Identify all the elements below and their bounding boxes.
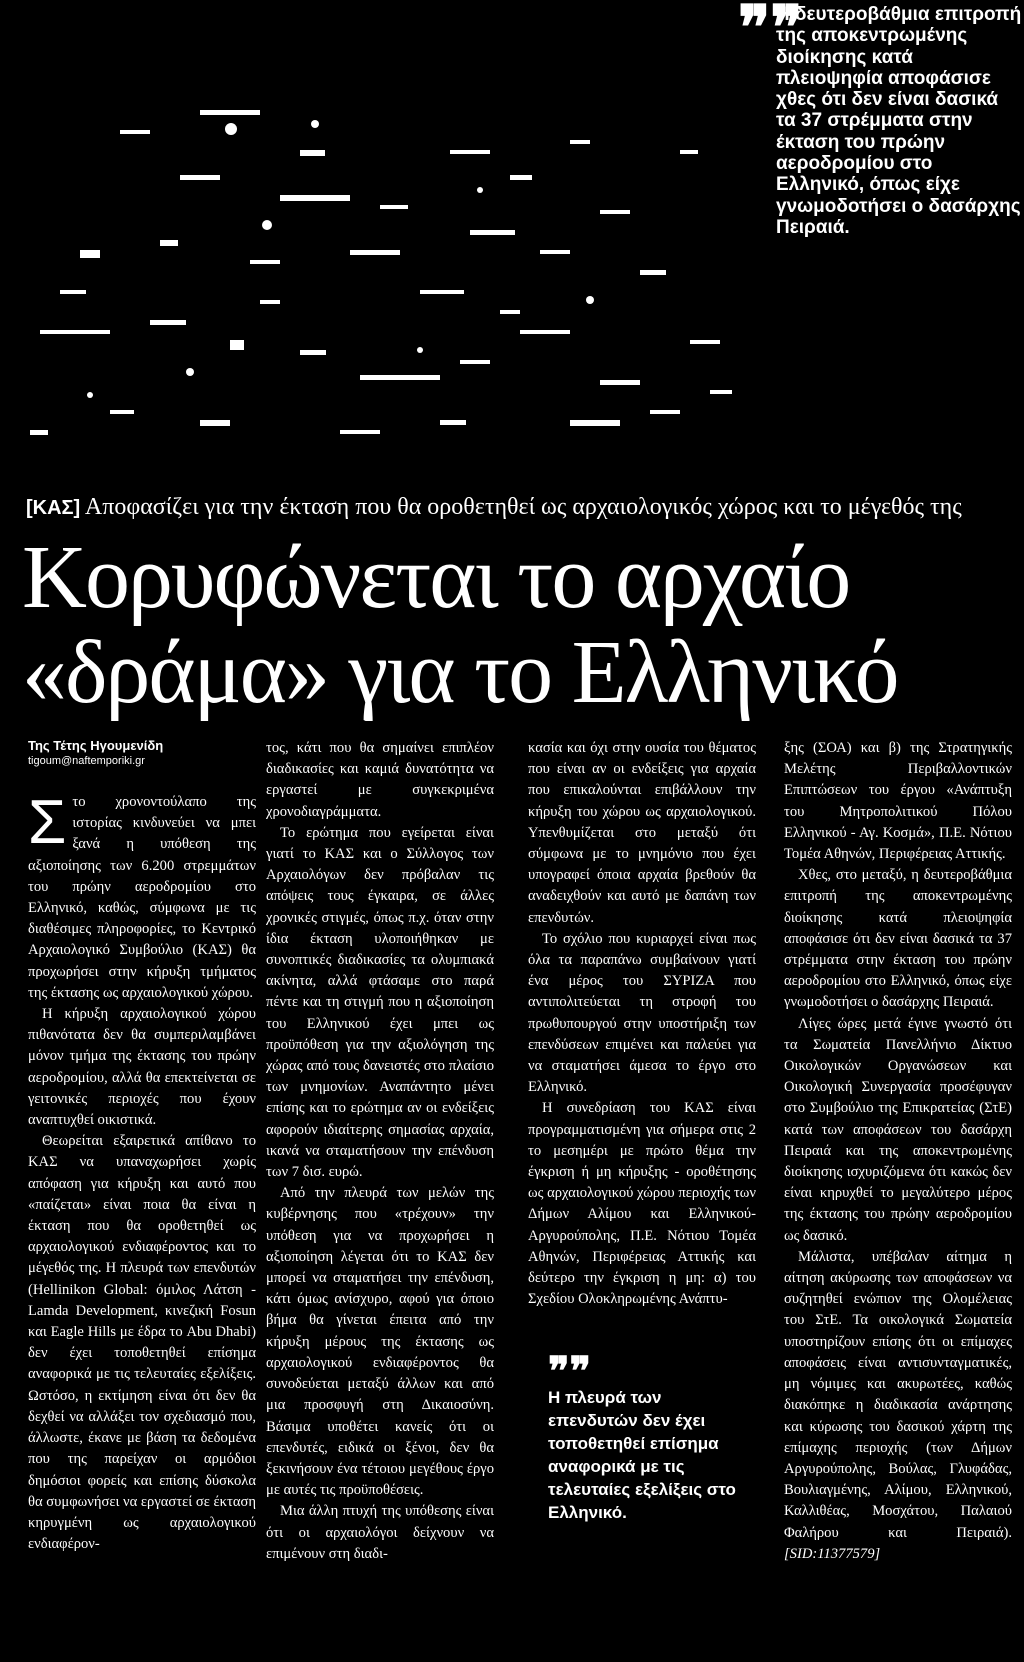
paragraph: Λίγες ώρες μετά έγινε γνωστό ότι τα Σωματεία Πανελλήνιο Δίκτυο Οικολογικών Οργανώσεων και Οικολογική Συνεργασία προσέφυγαν στο Συμβούλιο της Επικρατείας (ΣτΕ) κατά των αποφάσεων του δασάρχη Πειραιά και της αποκεντρωμένης διοίκησης ισχυριζόμενα ότι κακώς δεν είναι κηρυχθεί το μεγαλύτερο μέρος της έκτασης του πρώην αεροδρομίου ως δασικό. [784, 1015, 1012, 1244]
sid-code: [SID:11377579] [784, 1545, 881, 1562]
article-column-4 [784, 738, 1012, 1565]
paragraph: κασία και όχι στην ουσία του θέματος που είναι αν οι ενδείξεις για αρχαία που επικαλούνται επιβάλλουν την κήρυξη του χώρου ως αρχαιολογικού. Υπενθυμίζεται στο μεταξύ ότι σύμφωνα με το μνημόνιο που έχει υπογραφεί όποια αρχαία βρεθούν θα αναδειχθούν και αυτό με δαπάνη των επενδυτών. [528, 740, 756, 926]
byline-name: Της Τέτης Ηγουμενίδη [28, 738, 164, 753]
drop-cap: Σ [28, 788, 67, 857]
quote-mark-top: ❞❞ [738, 0, 803, 61]
headline-line-1: Κορυφώνεται το αρχαίο [22, 528, 850, 627]
kicker-text: Αποφασίζει για την έκταση που θα οροθετηθεί ως αρχαιολογικός χώρος και το μέγεθός της [84, 494, 962, 520]
article-column-1 [28, 788, 256, 1555]
paragraph: Η κήρυξη αρχαιολογικού χώρου πιθανότατα δεν θα συμπεριλαμβάνει μόνον τμήμα της έκτασης του πρώην αεροδρομίου, αλλά θα επεκτείνεται σε γειτονικές περιοχές που έχουν αναπτυχθεί οικιστικά. [28, 1006, 256, 1129]
byline-email: tigoum@naftemporiki.gr [28, 755, 145, 767]
paragraph: Χθες, στο μεταξύ, η δευτεροβάθμια επιτροπή της αποκεντρωμένης διοίκησης κατά πλειοψηφία αποφάσισε ότι δεν είναι δασικά τα 37 στρέμματα στην έκταση του πρώην αεροδρομίου στο Ελληνικό, όπως είχε γνωμοδοτήσει ο δασάρχης Πειραιά. [784, 867, 1012, 1011]
paragraph: Το σχόλιο που κυριαρχεί είναι πως όλα τα παραπάνω συμβαίνουν γιατί ένα μέρος του ΣΥΡΙΖΑ που αντιπολιτεύεται τη στροφή του πρωθυπουργού στην υποστήριξη των επενδύσεων επιμένει και παλεύει για να σταματήσει άμεσα το έργο στο Ελληνικό. [528, 930, 756, 1096]
paragraph-text: Μάλιστα, υπέβαλαν αίτημα η αίτηση ακύρωσης των αποφάσεων να συζητηθεί ενώπιον της Ολομέλειας του ΣτΕ. Τα οικολογικά Σωματεία υποστηρίζουν επίσης ότι οι επίμαχες αποφάσεις είναι αντισυνταγματικές, μη νόμιμες και ακυρωτέες, καθώς διακόπηκε η διαδικασία ανάρτησης και κύρωσης του δασικού χάρτη της επίμαχης περιοχής (των Δήμων Αργυρούπολης, Βούλας, Γλυφάδας, Βουλιαγμένης, Αλίμου, Ελληνικού, Καλλιθέας, Μοσχάτου, Παλαιού Φαλήρου και Πειραιά). [784, 1248, 1012, 1541]
pull-quote-middle [548, 1386, 748, 1524]
pull-quote-middle-text: Η πλευρά των επενδυτών δεν έχει τοποθετηθεί επίσημα αναφορικά με τις τελευταίες εξελίξεις στο Ελληνικό. [548, 1388, 736, 1522]
article-column-2 [266, 738, 494, 1565]
pull-quote-top: Η δευτεροβάθμια επιτροπή της αποκεντρωμένης διοίκησης κατά πλειοψηφία αποφάσισε χθες ότι δεν είναι δασικά τα 37 στρέμματα στην έκταση του πρώην αεροδρομίου στο Ελληνικό, όπως είχε γνωμοδοτήσει ο δασάρχης Πειραιά. [776, 4, 1022, 238]
article-column-3 [528, 738, 756, 1310]
paragraph: Θεωρείται εξαιρετικά απίθανο το ΚΑΣ να υπαναχωρήσει χωρίς απόφαση για κήρυξη και αυτό που «παίζεται» είναι ποια θα είναι η έκταση που θα οροθετηθεί ως αρχαιολογικού ενδιαφέροντος και το μέγεθός της. Η πλευρά των επενδυτών (Hellinikon Global: όμιλος Λάτση - Lamda Development, κινεζική Fosun και Eagle Hills με έδρα το Abu Dhabi) δεν έχει τοποθετηθεί επίσημα αναφορικά με τις τελευταίες εξελίξεις. Ωστόσο, η εκτίμηση είναι ότι δεν θα δεχθεί να αλλάξει τον σχεδιασμό που, άλλωστε, έκανε με βάση τα δεδομένα που της παρείχαν οι αρμόδιοι δημόσιοι φορείς και επίσης δύσκολα θα συμφωνήσει να εργαστεί σε έκταση κηρυγμένη ως αρχαιολογικού ενδιαφέρον- [28, 1133, 256, 1553]
paragraph: το χρονοντούλαπο της ιστορίας κινδυνεύει να μπει ξανά η υπόθεση της αξιοποίησης των 6.200 στρεμμάτων του πρώην αεροδρομίου στο Ελληνικό, καθώς, σύμφωνα με τις διαθέσιμες πληροφορίες, το Κεντρικό Αρχαιολογικό Συμβούλιο (ΚΑΣ) θα προχωρήσει στην κήρυξη τμήματος της έκτασης ως αρχαιολογικού χώρου. [28, 794, 256, 1001]
paragraph: Μια άλλη πτυχή της υπόθεσης είναι ότι οι αρχαιολόγοι δείχνουν να επιμένουν στη διαδι- [266, 1503, 494, 1562]
paragraph: Το ερώτημα που εγείρεται είναι γιατί το ΚΑΣ και ο Σύλλογος των Αρχαιολόγων δεν πρόβαλαν τις απόψεις τους έγκαιρα, σε άλλες χρονικές στιγμές, όπως π.χ. όταν στην ίδια έκταση υλοποιήθηκαν με συνοπτικές διαδικασίες τα ολυμπιακά ακίνητα, αλλά φτάσαμε στο παρά πέντε και τη στιγμή που η αξιοποίηση του Ελληνικού έχει μπει ως προϋπόθεση για την αξιολόγηση της χώρας από τους δανειστές στο πλαίσιο των μνημονίων. Αναπάντητο μένει επίσης και το ερώτημα αν οι ενδείξεις αφορούν ιδιαίτερης σημασίας αρχαία, ικανά να σταματήσουν την επένδυση των 7 δισ. ευρώ. [266, 824, 494, 1181]
byline [28, 738, 258, 768]
kicker [26, 492, 1016, 523]
paragraph: τος, κάτι που θα σημαίνει επιπλέον διαδικασίες και καμιά δυνατότητα να εργαστεί με συγκεκριμένα χρονοδιαγράμματα. [266, 740, 494, 820]
paragraph: Η συνεδρίαση του ΚΑΣ είναι προγραμματισμένη για σήμερα στις 2 το μεσημέρι με πρώτο θέμα την έγκριση ή μη κήρυξης - οροθέτησης ως αρχαιολογικού χώρου περιοχής των Δήμων Αλίμου και Ελληνικού-Αργυρούπολης, Π.Ε. Νότιου Τομέα Αθηνών, Περιφέρειας Αττικής και δεύτερο την έγκριση η μη: α) του Σχεδίου Ολοκληρωμένης Ανάπτυ- [528, 1100, 756, 1308]
headline-line-2: «δράμα» για το Ελληνικό [22, 623, 898, 722]
paragraph: ξης (ΣΟΑ) και β) της Στρατηγικής Μελέτης Περιβαλλοντικών Επιπτώσεων του έργου «Ανάπτυξη του Μητροπολιτικού Πόλου Ελληνικού - Αγ. Κοσμά», Π.Ε. Νότιου Τομέα Αθηνών, Περιφέρειας Αττικής. [784, 740, 1012, 863]
kicker-tag: [ΚΑΣ] [26, 497, 81, 519]
quote-mark-mid: ❞❞ [548, 1349, 592, 1394]
headline [22, 530, 1012, 720]
paragraph: Από την πλευρά των μελών της κυβέρνησης που «τρέχουν» την υπόθεση για να προχωρήσει η αξιοποίηση λέγεται ότι το ΚΑΣ δεν μπορεί να σταματήσει την επένδυση, κάτι όμως ανίσχυρο, αφού για όποιο βήμα θα γίνεται έπειτα από την κήρυξη μέρους της έκτασης ως αρχαιολογικού ενδιαφέροντος θα συνοδεύεται μεταξύ άλλων και από μια προσφυγή στη Δικαιοσύνη. Βάσιμα υποθέτει κανείς ότι οι επενδυτές, ειδικά οι ξένοι, δεν θα ξεκινήσουν ένα τέτοιου μεγέθους έργο με αυτές τις προϋποθέσεις. [266, 1185, 494, 1499]
paragraph [784, 1247, 1012, 1565]
